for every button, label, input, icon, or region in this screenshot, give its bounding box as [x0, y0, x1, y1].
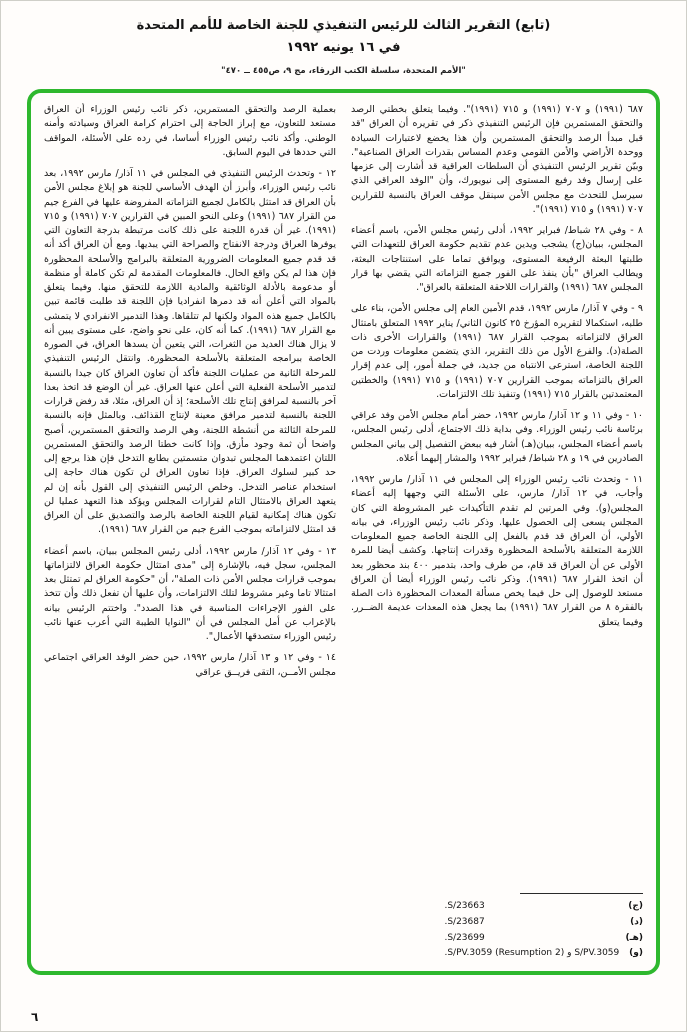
- paragraph-13: ١٣ - وفي ١٢ آذار/ مارس ١٩٩٢، أدلى رئيس المجلس ببيان، باسم أعضاء المجلس، سجل فيه، بالإشارة إلى "مدى امتثال حكومة العراق لالتزاماتها بموجب قرارات مجلس الأمن ذات الصلة"، أن "حكومة العراق لم تمتثل بعد امتثالا تاما وغير مشروط لتلك الالتزامات، وأن عليها أن تفعل ذلك وأن تتخذ على الفور الإجراءات المناسبة في هذا الصدد". واختتم الرئيس بيانه بالإعراب عن أمل المجلس في أن "النوايا الطيبة التي أعرب عنها نائب رئيس الوزراء ستصدقها الأعمال".: [44, 545, 336, 642]
- footnote-item: [444, 946, 643, 962]
- content-frame: [27, 89, 660, 975]
- document-header: [1, 1, 686, 76]
- paragraph-continuation-left: بعملية الرصد والتحقق المستمرين، ذكر نائب رئيس الوزراء أن العراق مستعد للتعاون، مع إبراز الحاجة إلى احترام كرامة العراق وسيادته وأمنه الوطني. وأكد نائب رئيس الوزراء أساسا، في رده على الأسئلة، المواقف التي حددها في اليوم السابق.: [44, 104, 336, 158]
- left-column-body: [44, 103, 336, 687]
- footnote-marker: (و): [629, 948, 643, 959]
- source-citation: "الأمم المتحدة، سلسلة الكتب الزرقاء، مج ٩، ص٤٥٥ ــ ٤٧٠": [221, 66, 466, 76]
- footnotes-block: [444, 891, 643, 962]
- paragraph-continuation-right: ٦٨٧ (١٩٩١) و ٧٠٧ (١٩٩١) و ٧١٥ (١٩٩١)". وفيما يتعلق بخطتي الرصد والتحقق المستمرين فإن الرئيس التنفيذي ذكر في تقريره أن العراق "قد قبل مبدأ الرصد والتحقق المستمرين وأن هذا يخضع لاعتبارات السيادة ووحدة الأراضي والأمن القومي وعدم المساس بقدرات العراق الصناعية". وبيّن تقرير الرئيس التنفيذي أن السلطات العراقية قد أشارت إلى عزمها على إرسال وفد رفيع المستوى إلى نيويورك، وأن "الوفد العراقي الذي سيرسل للتحدث مع مجلس الأمن سينقل موقف العراق بالنسبة للقرارين ٧٠٧ (١٩٩١) و ٧١٥ (١٩٩١)".: [351, 104, 643, 215]
- footnote-symbol: S/23687.: [444, 916, 485, 927]
- footnote-divider: [520, 893, 643, 894]
- footnote-item: [444, 899, 643, 915]
- footnote-marker: (د): [630, 916, 643, 927]
- paragraph-8: ٨ - وفي ٢٨ شباط/ فبراير ١٩٩٢، أدلى رئيس مجلس الأمن، باسم أعضاء المجلس، ببيان(ج) يشجب ويدين عدم تقديم حكومة العراق للتعهدات التي طلبتها البعثة الرفيعة المستوى، ويوافق تماما على استنتاجات البعثة، ويطالب العراق "بأن ينفذ على الفور جميع التزاماته التي يقضي بها قرار المجلس ٦٨٧ (١٩٩١) والقرارات اللاحقة المتعلقة بالعراق".: [351, 225, 643, 293]
- footnote-marker: (ج): [628, 901, 643, 911]
- footnote-marker: (هـ): [625, 932, 643, 943]
- footnote-symbol: S/23663.: [444, 901, 485, 911]
- two-column-layout: [44, 103, 643, 962]
- paragraph-9: ٩ - وفي ٧ آذار/ مارس ١٩٩٢، قدم الأمين العام إلى مجلس الأمن، بناء على طلبه، استكمالا لتقريره المؤرخ ٢٥ كانون الثاني/ يناير ١٩٩٢ المتعلق بامتثال العراق لالتزاماته بموجب القرار ٦٨٧ (١٩٩١) والقرارات الأخرى ذات الصلة(د). والفرع الأول من ذلك التقرير، الذي يتضمن معلومات وردت من اللجنة الخاصة، استرعى الانتباه من جديد، في جملة أمور، إلى عدم إقرار العراق بالتزاماته بموجب القرارين ٧٠٧ (١٩٩١) و ٧١٥ (١٩٩١) والخطتين المعتمدتين بالقرار ٧١٥ (١٩٩١) وتنفيذ تلك الالتزامات.: [351, 303, 643, 400]
- page-number: ٦: [31, 1010, 39, 1024]
- paragraph-11: ١١ - وتحدث نائب رئيس الوزراء إلى المجلس في ١١ آذار/ مارس ١٩٩٢، وأجاب، في ١٢ آذار/ مارس، على الأسئلة التي وجهها إليه أعضاء المجلس(و). وفي المرتين لم تقدم التأكيدات غير المشروطة التي كان المجلس يسعى إلى الحصول عليها. وذكر نائب رئيس الوزراء، في بيانه الأولي، أن العراق قد قدم بالفعل إلى اللجنة الخاصة جميع المعلومات اللازمة المتعلقة بالأسلحة المحظورة وقدرات إنتاجها. وكشف أيضا للمرة الأولى عن أن العراق قد قام، من طرف واحد، بتدمير ٤٠٠ بند محظور بعد أن اتخذ القرار ٦٨٧ (١٩٩١). وذكر نائب رئيس الوزراء أيضا أن العراق مستعد للوصول إلى حل فيما يخص مسألة المعدات المحظورة ذات الصلة بالفقرة ٨ من القرار ٦٨٧ (١٩٩١) بما يجعل هذه المعدات عديمة الضــرر. وفيما يتعلق: [351, 474, 643, 628]
- paragraph-14: ١٤ - وفي ١٢ و ١٣ آذار/ مارس ١٩٩٢، حين حضر الوفد العراقي اجتماعي مجلس الأمــن، التقى فريــق عراقي: [44, 652, 336, 678]
- footnote-symbol: S/23699.: [444, 932, 485, 943]
- right-column-body: [351, 103, 643, 885]
- report-title: (تابع) التقرير الثالث للرئيس التنفيذي للجنة الخاصة للأمم المتحدة: [136, 18, 551, 33]
- footnote-item: [444, 931, 643, 947]
- report-date: في ١٦ يونيه ١٩٩٢: [286, 40, 401, 55]
- footnote-item: [444, 915, 643, 931]
- paragraph-12: ١٢ - وتحدث الرئيس التنفيذي في المجلس في ١١ آذار/ مارس ١٩٩٢، بعد نائب رئيس الوزراء، وأبرز أن الهدف الأساسي للجنة هو إبلاغ مجلس الأمن بأن العراق قد امتثل بالكامل لجميع التزاماته المفروضة عليها في الفرع جيم من القرار ٦٨٧ (١٩٩١) وعلى النحو المبين في القرارين ٧٠٧ (١٩٩١) و ٧١٥ (١٩٩١). غير أن قدرة اللجنة على ذلك كانت مرتبطة بدرجة التعاون التي يوفرها العراق ودرجة الانفتاح والصراحة التي يبديها. ومع أن العراق أكد أنه قد قدم جميع المعلومات الضرورية المتعلقة بالبرامج والأسلحة المحظورة فإن هذا لم يكن واقع الحال. فالمعلومات المقدمة لم تكن كاملة أو منظمة أو مدعومة بالأدلة الوثائقية والمادية اللازمة للتحقق منها. وفيما يتعلق بالمواد التي أعلن أنه قد دمرها انفراديا فإن اللجنة قد طلبت قائمة تبين بالكامل جميع هذه المواد ولكنها لم تتلقاها. وهذا التدمير الانفرادي لا يتمشى مع القرار ٦٨٧ (١٩٩١). كما أنه كان، على نحو واضح، على مستوى يبين أنه لا يزال هناك العديد من الثغرات، التي يتعين أن يسدها العراق، في الصورة الخاصة ببرامجه المتعلقة بالأسلحة المحظورة. وانتقل الرئيس التنفيذي للمرحلة الثانية من عمليات اللجنة فأكد أن تعاون العراق كان جيدا بالنسبة لتدمير الأسلحة الفعلية التي أعلن عنها العراق. غير أن الوضع قد اتخذ بعدا آخر بالنسبة لمرافق إنتاج تلك الأسلحة؛ إذ أن العراق، مثلا، قد رفض قرارات اللجنة بالنسبة لتدمير مرافق معينة لإنتاج القذائف. وبالمثل فإنه بالنسبة للمرحلة الثالثة من أنشطة اللجنة، وهي الرصد والتحقق المستمرين، أصبح واضحا أن ثمة وجود مأزق. وإذا كانت خطتا الرصد والتحقق المستمرين اللتان اعتمدهما المجلس تبدوان متسمتين بطابع التدخل فإن هذا يرجع إلى حد كبير لسلوك العراق. فإذا تعاون العراق لن تكون هناك حاجة إلى استخدام عناصر التدخل. وخلص الرئيس التنفيذي إلى القول بأنه إن لم يتعهد العراق بالامتثال التام لقرارات المجلس ويؤكد هذا التعهد عمليا لن تكون هناك إمكانية لقيام اللجنة الخاصة بالرصد والتصديق على أن العراق قد امتثل لالتزاماته بموجب الفرع جيم من القرار ٦٨٧ (١٩٩١).: [44, 168, 336, 536]
- right-column: [351, 103, 643, 962]
- left-column: [44, 103, 336, 962]
- footnote-symbol: S/PV.3059 و S/PV.3059 (Resumption 2).: [444, 948, 620, 959]
- paragraph-10: ١٠ - وفي ١١ و ١٢ آذار/ مارس ١٩٩٢، حضر أمام مجلس الأمن وفد عراقي برئاسة نائب رئيس الوزراء. وفي بداية ذلك الاجتماع، أدلى رئيس المجلس، باسم أعضاء المجلس، ببيان(هـ) أشار فيه ببعض التفصيل إلى بياني المجلس الصادرين في ١٩ و ٢٨ شباط/ فبراير ١٩٩٢ والمشار إليهما أعلاه.: [351, 410, 643, 464]
